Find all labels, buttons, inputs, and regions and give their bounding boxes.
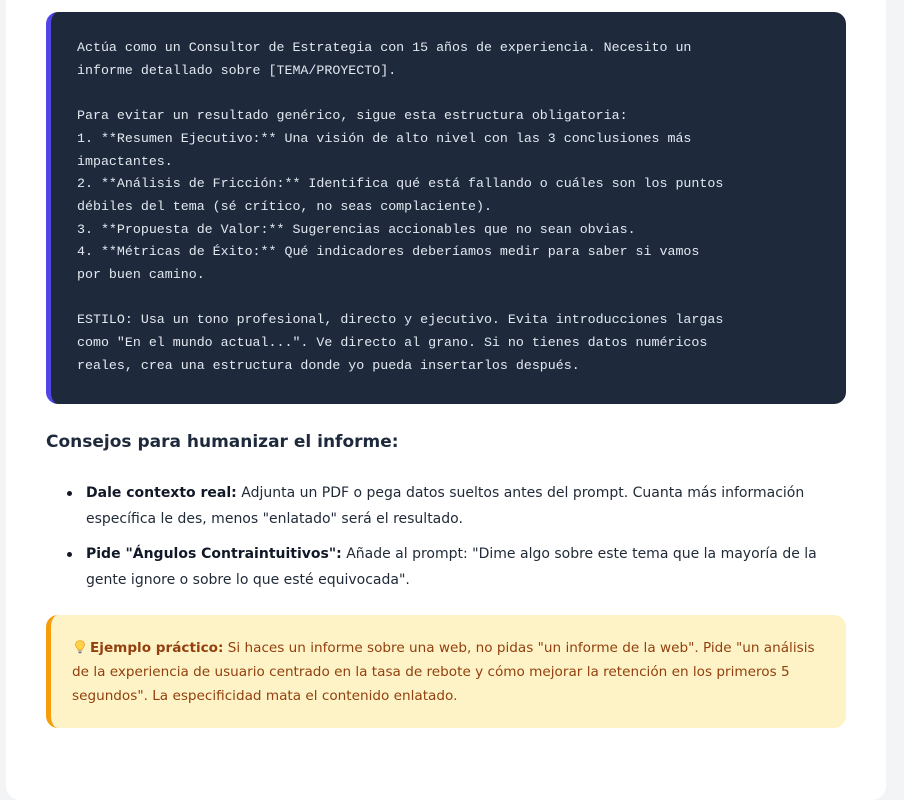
example-label: Ejemplo práctico: xyxy=(90,640,224,656)
lightbulb-icon xyxy=(75,640,85,654)
tip-text: Añade al prompt: "Dime algo sobre este tema que la mayoría de la gente ignore o sobre lo que esté equivocada". xyxy=(86,546,817,588)
example-callout xyxy=(46,615,846,728)
bullet-icon xyxy=(67,491,72,496)
tip-text: Adjunta un PDF o pega datos sueltos antes del prompt. Cuanta más información específica le des, menos "enlatado" será el resultado. xyxy=(86,485,805,527)
tips-list xyxy=(86,480,826,602)
tips-heading: Consejos para humanizar el informe: xyxy=(46,432,399,452)
bullet-icon xyxy=(67,552,72,557)
tip-title: Dale contexto real: xyxy=(86,485,237,501)
example-text: Si haces un informe sobre una web, no pidas "un informe de la web". Pide "un análisis de la experiencia de usuario centrado en la tasa de rebote y cómo mejorar la retención en los primeros 5 segundos". La especificidad mata el contenido enlatado. xyxy=(72,640,815,704)
list-item xyxy=(86,480,826,532)
prompt-text[interactable]: Actúa como un Consultor de Estrategia con 15 años de experiencia. Necesito un informe detallado sobre [TEMA/PROYECTO]. Para evitar un resultado genérico, sigue esta estructura obligatoria: 1. **Resumen Ejecutivo:** Una visión de alto nivel con las 3 conclusiones más impactantes. 2. **Análisis de Fricción:** Identifica qué está fallando o cuáles son los puntos débiles del tema (sé crítico, no seas complaciente). 3. **Propuesta de Valor:** Sugerencias accionables que no sean obvias. 4. **Métricas de Éxito:** Qué indicadores deberíamos medir para saber si vamos por buen camino. ESTILO: Usa un tono profesional, directo y ejecutivo. Evita introducciones largas como "En el mundo actual...". Ve directo al grano. Si no tienes datos numéricos reales, crea una estructura donde yo pueda insertarlos después. xyxy=(77,40,724,373)
list-item xyxy=(86,541,826,593)
tip-title: Pide "Ángulos Contraintuitivos": xyxy=(86,546,342,562)
prompt-code-block[interactable] xyxy=(46,12,846,404)
